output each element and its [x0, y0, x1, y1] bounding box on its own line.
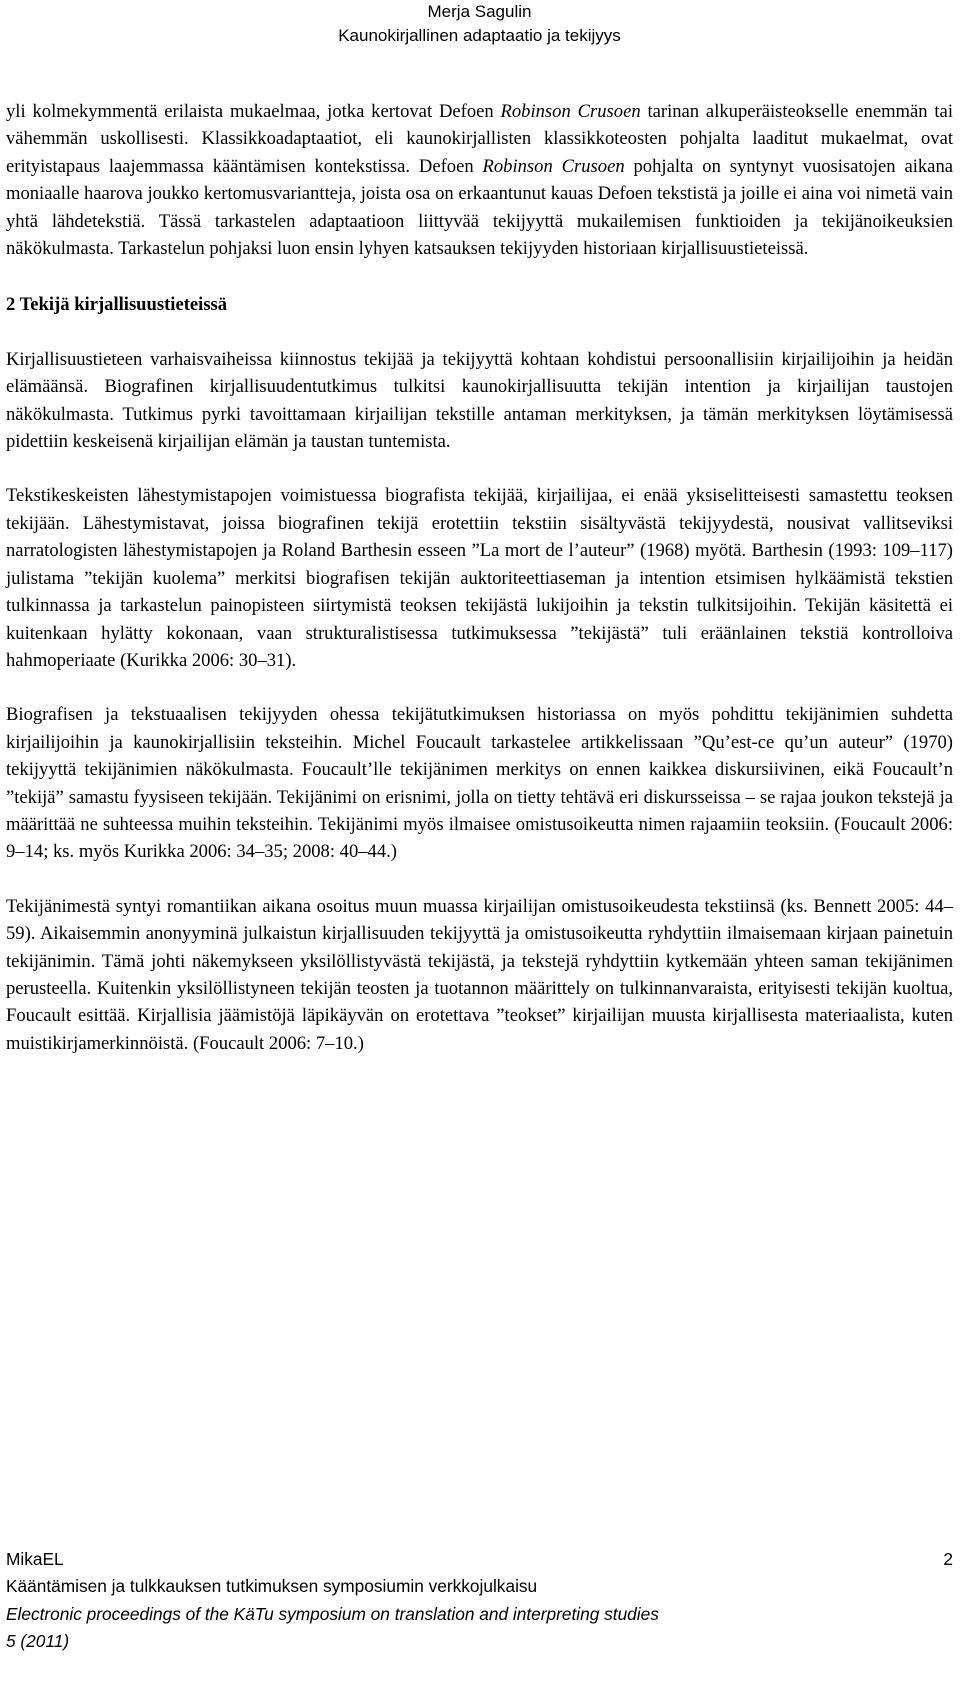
paragraph: Biografisen ja tekstuaalisen tekijyyden ohessa tekijätutkimuksen historiassa on myös pohdittu tekijänimien suhdetta kirjailijoihin ja kaunokirjallisiin teksteihin. Michel Foucault tarkastelee artikkelissaan ”Qu’est-ce qu’un auteur” (1970) tekijyyttä tekijänimien näkökulmasta. Foucault’lle tekijänimen merkitys on ennen kaikkea diskursiivinen, eikä Foucault’n ”tekijä” samastu fyysiseen tekijään. Tekijänimi on erisnimi, jolla on tietty tehtävä eri diskursseissa – se rajaa joukon tekstejä ja määrittää ne suhteessa muihin teksteihin. Tekijänimi myös ilmaisee omistusoikeutta nimen rajaamiin teoksiin. (Foucault 2006: 9–14; ks. myös Kurikka 2006: 34–35; 2008: 40–44.)	[6, 704, 953, 863]
page-footer	[6, 1546, 953, 1656]
footer-line-english: Electronic proceedings of the KäTu symposium on translation and interpreting studies	[6, 1603, 659, 1624]
header-title: Kaunokirjallinen adaptaatio ja tekijyys	[338, 26, 621, 45]
header-author: Merja Sagulin	[427, 2, 532, 21]
running-header	[6, 0, 953, 48]
footer-volume: 5 (2011)	[6, 1631, 70, 1652]
page-number: 2	[943, 1549, 953, 1569]
intro-paragraph: yli kolmekymmentä erilaista mukaelmaa, jotka kertovat Defoen Robinson Crusoen tarinan alkuperäisteokselle enemmän tai vähemmän uskollisesti. Klassikkoadaptaatiot, eli kaunokirjallisten klassikkoteosten pohjalta laaditut mukaelmat, ovat erityistapaus laajemmassa kääntämisen kontekstissa. Defoen Robinson Crusoen pohjalta on syntynyt vuosisatojen aikana moniaalle haarova joukko kertomusvariantteja, joista osa on erkaantunut kauas Defoen tekstistä ja joille ei aina voi nimetä vain yhtä lähdetekstiä. Tässä tarkastelen adaptaatioon liittyvää tekijyyttä mukailemisen funktioiden ja tekijänoikeuksien näkökulmasta. Tarkastelun pohjaksi luon ensin lyhyen katsauksen tekijyyden historiaan kirjallisuustieteissä.	[6, 101, 953, 260]
paragraph: Tekstikeskeisten lähestymistapojen voimistuessa biografista tekijää, kirjailijaa, ei enää yksiselitteisesti samastettu teoksen tekijään. Lähestymistavat, joissa biografinen tekijä erotettiin tekstiin sisältyvästä tekijyydestä, nousivat vallitseviksi narratologisten lähestymistapojen ja Roland Barthesin esseen ”La mort de l’auteur” (1968) myötä. Barthesin (1993: 109–117) julistama ”tekijän kuolema” merkitsi biografisen tekijän auktoriteettiaseman ja intention etsimisen hylkäämistä tekstien tulkinnassa ja tarkastelun painopisteen siirtymistä teoksen tekijästä lukijoihin ja tekstin tulkitsijoihin. Tekijän käsitettä ei kuitenkaan hylätty kokonaan, vaan strukturalistisessa tutkimuksessa ”tekijästä” tuli eräänlainen tekstiä kontrolloiva hahmoperiaate (Kurikka 2006: 30–31).	[6, 485, 953, 671]
paragraph: Tekijänimestä syntyi romantiikan aikana osoitus muun muassa kirjailijan omistusoikeudesta tekstiinsä (ks. Bennett 2005: 44–59). Aikaisemmin anonyyminä julkaistun kirjallisuuden tekijyyttä ja omistusoikeutta ryhdyttiin ilmaisemaan kirjaan painetuin tekijänimin. Tämä johti näkemykseen yksilöllistyvästä tekijästä, ja tekstejä ryhdyttiin kytkemään yhteen saman tekijänimen perusteella. Kuitenkin yksilöllistyneen tekijän teosten ja tuotannon määrittely on tulkinnanvaraista, erityisesti tekijän kuoltua, Foucault esittää. Kirjallisia jäämistöjä läpikäyvän on erotettava ”teokset” kirjailijan muusta kirjallisesta materiaalista, kuten muistikirjamerkinnöistä. (Foucault 2006: 7–10.)	[6, 895, 953, 1054]
work-title: Robinson Crusoen	[482, 155, 625, 177]
body-text	[6, 98, 953, 1057]
footer-line-finnish: Kääntämisen ja tulkkauksen tutkimuksen symposiumin verkkojulkaisu	[6, 1576, 538, 1597]
paragraph: Kirjallisuustieteen varhaisvaiheissa kiinnostus tekijää ja tekijyyttä kohtaan kohdistui persoonallisiin kirjailijoihin ja heidän elämäänsä. Biografinen kirjallisuudentutkimus tulkitsi kaunokirjallisuutta tekijän intention ja kirjailijan taustojen näkökulmasta. Tutkimus pyrki tavoittamaan kirjailijan tekstille antaman merkityksen, ja tämän merkityksen löytämisessä pidettiin keskeisenä kirjailijan elämän ja taustan tuntemista.	[6, 348, 953, 453]
section-heading: 2 Tekijä kirjallisuustieteissä	[6, 294, 228, 316]
work-title: Robinson Crusoen	[500, 101, 641, 122]
journal-name: MikaEL	[6, 1549, 64, 1569]
